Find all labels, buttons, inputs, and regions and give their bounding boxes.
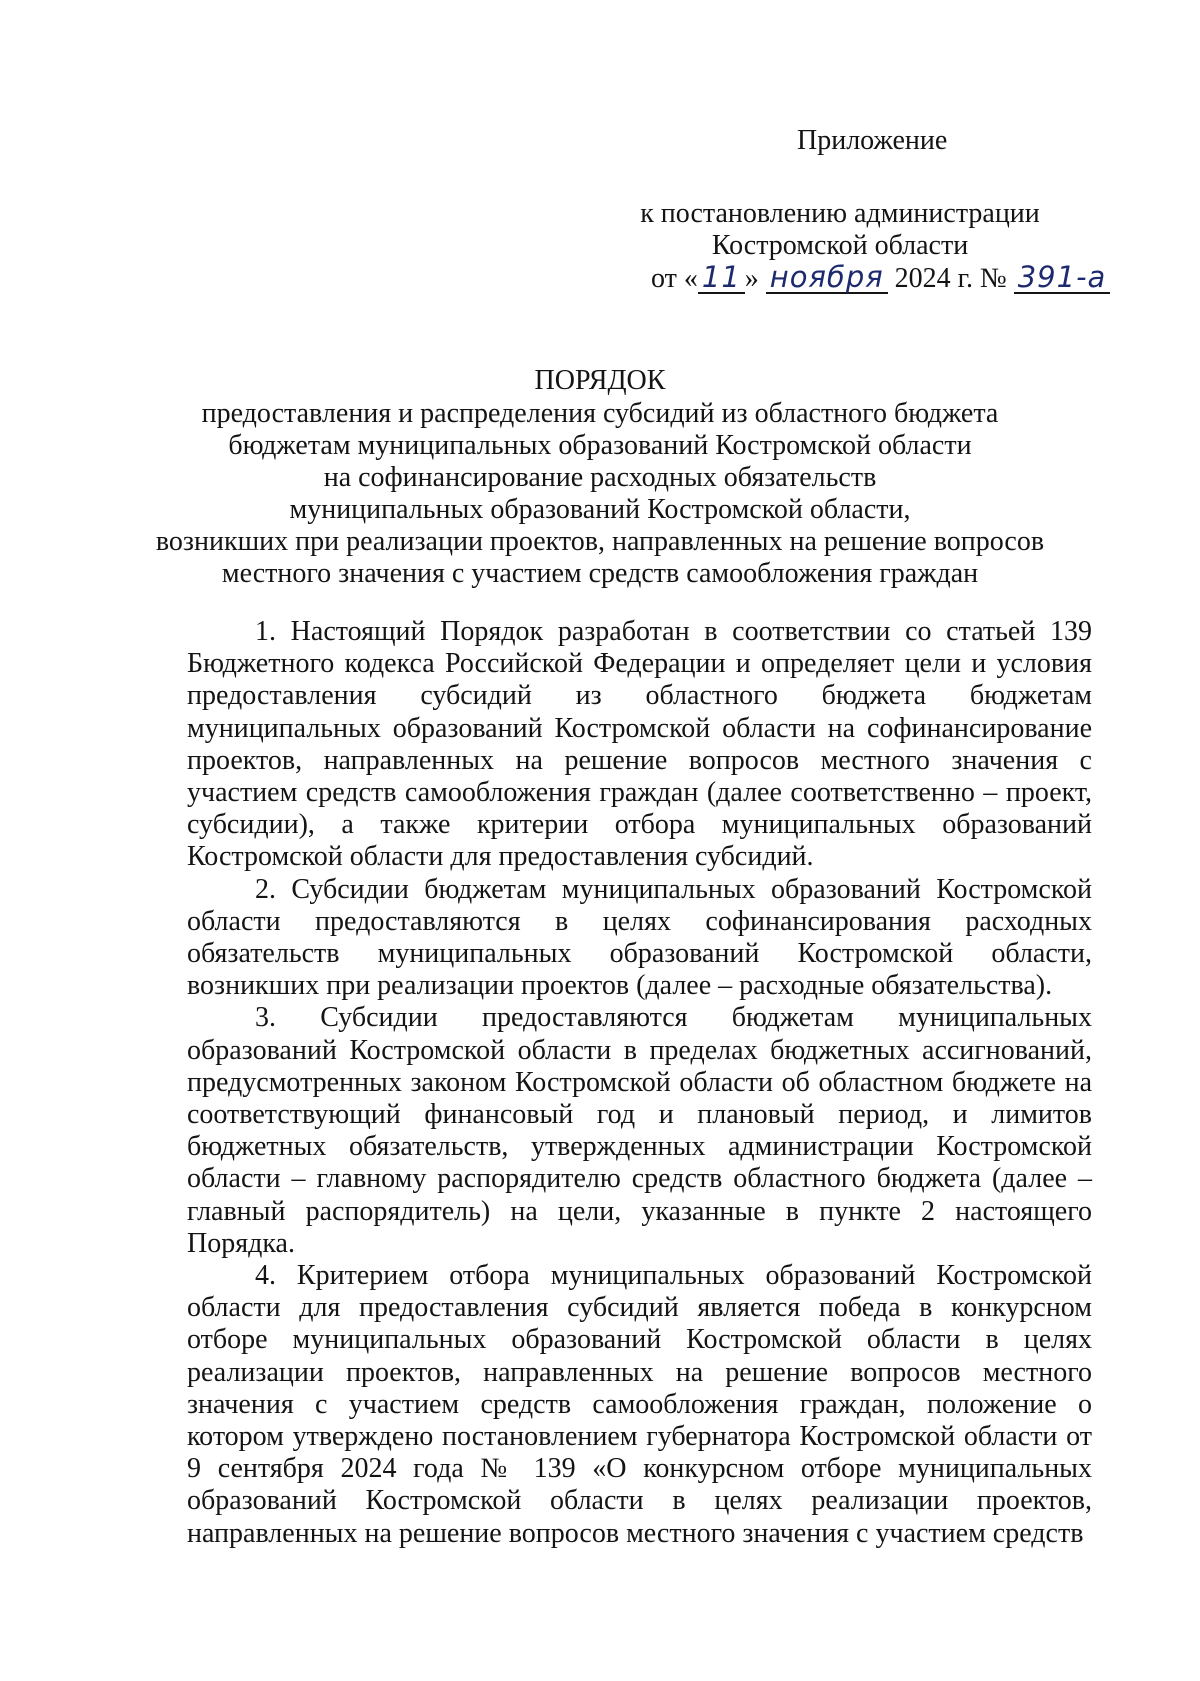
paragraph-4: 4. Критерием отбора муниципальных образований Костромской области для предоставления субсидий является победа в конкурсном отборе муниципальных образований Костромской области в целях реализации проектов, направленных на решение вопросов местного значения с участием средств самообложения граждан, положение о котором утверждено постановлением губернатора Костромской области от 9 сентября 2024 года № 139 «О конкурсном отборе муниципальных образований Костромской области в целях реализации проектов, направленных на решение вопросов местного значения с участием средств bbox=[187, 1260, 1092, 1549]
date-month-handwritten: ноября bbox=[766, 262, 888, 294]
subtitle-line: местного значения с участием средств самообложения граждан bbox=[221, 558, 979, 589]
resolution-reference-line-2: Костромской области bbox=[711, 230, 969, 261]
resolution-reference bbox=[620, 198, 1100, 262]
paragraph-1: 1. Настоящий Порядок разработан в соответствии со статьей 139 Бюджетного кодекса Российской Федерации и определяет цели и условия предоставления субсидий из областного бюджета бюджетам муниципальных образований Костромской области на софинансирование проектов, направленных на решение вопросов местного значения с участием средств самообложения граждан (далее соответственно – проект, субсидии), а также критерии отбора муниципальных образований Костромской области для предоставления субсидий. bbox=[187, 616, 1092, 873]
resolution-reference-line-1: к постановлению администрации bbox=[640, 198, 1040, 229]
resolution-date-line bbox=[651, 262, 1110, 296]
paragraph-2: 2. Субсидии бюджетам муниципальных образований Костромской области предоставляются в целях софинансирования расходных обязательств муниципальных образований Костромской области, возникших при реализации проектов (далее – расходные обязательства). bbox=[187, 873, 1092, 1002]
subtitle-line: возникших при реализации проектов, направленных на решение вопросов bbox=[155, 526, 1045, 557]
date-quote-close: » bbox=[744, 263, 759, 294]
date-day-handwritten: 11 bbox=[698, 262, 745, 294]
document-title: ПОРЯДОК bbox=[534, 365, 666, 396]
appendix-label: Приложение bbox=[797, 125, 948, 156]
subtitle-line: муниципальных образований Костромской области, bbox=[289, 494, 911, 525]
subtitle-line: предоставления и распределения субсидий из областного бюджета bbox=[201, 398, 999, 429]
paragraph-3: 3. Субсидии предоставляются бюджетам муниципальных образований Костромской области в пределах бюджетных ассигнований, предусмотренных законом Костромской области об областном бюджете на соответствующий финансовый год и плановый период, и лимитов бюджетных обязательств, утвержденных администрации Костромской области – главному распорядителю средств областного бюджета (далее – главный распорядитель) на цели, указанные в пункте 2 настоящего Порядка. bbox=[187, 1002, 1092, 1259]
document-subtitle bbox=[120, 398, 1080, 590]
date-year: 2024 г. № bbox=[894, 263, 1007, 294]
subtitle-line: на софинансирование расходных обязательств bbox=[323, 462, 877, 493]
document-number-handwritten: 391-а bbox=[1014, 262, 1111, 294]
date-prefix: от « bbox=[651, 263, 698, 294]
document-body bbox=[187, 616, 1092, 1550]
subtitle-line: бюджетам муниципальных образований Костромской области bbox=[228, 430, 972, 461]
